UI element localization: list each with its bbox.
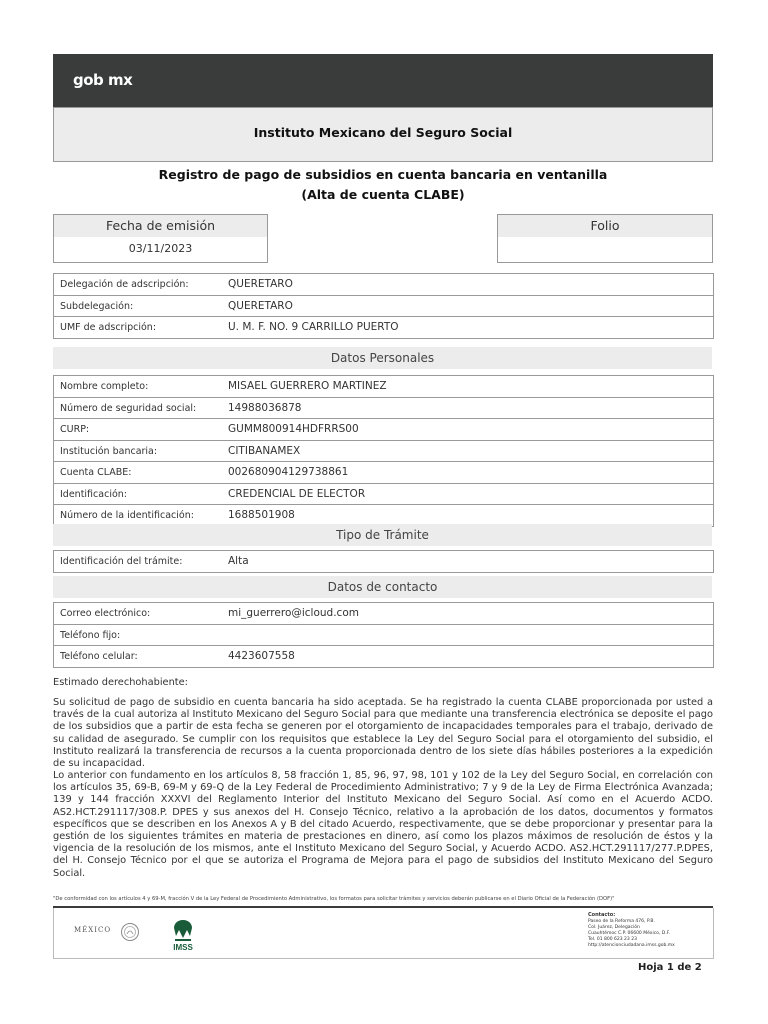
row-value: CREDENCIAL DE ELECTOR <box>228 487 366 500</box>
table-row <box>54 398 713 420</box>
footer-box <box>53 908 714 959</box>
document-title <box>53 165 713 205</box>
contact-line: Paseo de la Reforma 476, P.B. <box>588 919 655 924</box>
table-row <box>54 484 713 506</box>
procedure-type-table <box>53 550 714 573</box>
national-seal-icon <box>120 922 140 946</box>
greeting: Estimado derechohabiente: <box>53 677 188 688</box>
row-label: Teléfono celular: <box>60 651 138 662</box>
row-value: Alta <box>228 555 249 567</box>
row-value: CITIBANAMEX <box>228 444 301 457</box>
mexico-logo: MÉXICO <box>74 926 112 934</box>
table-row <box>54 603 713 625</box>
personal-data-table <box>53 375 714 527</box>
title-line-1: Registro de pago de subsidios en cuenta bancaria en ventanilla <box>158 167 608 182</box>
procedure-type-header <box>53 524 712 546</box>
contact-data-table <box>53 602 714 668</box>
table-row <box>54 551 713 572</box>
title-line-2: (Alta de cuenta CLABE) <box>301 187 465 202</box>
table-row <box>54 419 713 441</box>
row-label: Número de seguridad social: <box>60 402 197 414</box>
row-value: 002680904129738861 <box>228 466 349 478</box>
contact-line: Tel. 01 800 623 23 23 <box>588 937 637 942</box>
row-value: U. M. F. NO. 9 CARRILLO PUERTO <box>228 321 399 333</box>
table-row <box>54 441 713 463</box>
table-row <box>54 317 713 338</box>
row-value: GUMM800914HDFRRS00 <box>228 423 359 435</box>
row-value: mi_guerrero@icloud.com <box>228 607 359 619</box>
row-label: Teléfono fijo: <box>60 629 121 641</box>
table-row <box>54 505 713 526</box>
personal-data-title: Datos Personales <box>330 351 435 365</box>
table-row <box>54 274 713 296</box>
footer-note: "De conformidad con los artículos 4 y 69-M, fracción V de la Ley Federal de Procedimiento Administrativo, los formatos para solicitar trámites y servicios deberán publicarse en el Diario Oficial de la Federación (DOF)" <box>53 896 615 902</box>
row-label: Institución bancaria: <box>60 445 158 457</box>
contact-line: Col. Juárez, Delegación <box>588 925 640 930</box>
contact-info <box>588 912 675 949</box>
gob-header-bar <box>53 54 713 107</box>
emission-date-header <box>53 214 268 238</box>
folio-header <box>497 214 713 238</box>
imss-logo <box>169 918 197 956</box>
adscription-table <box>53 273 714 339</box>
emission-date-value: 03/11/2023 <box>128 242 193 255</box>
emission-date-label: Fecha de emisión <box>105 218 216 233</box>
institution-header <box>53 107 713 162</box>
row-label: Identificación del trámite: <box>60 556 183 567</box>
row-value: 14988036878 <box>228 401 302 414</box>
table-row <box>54 296 713 318</box>
row-label: Número de la identificación: <box>60 510 194 521</box>
paragraph-acceptance: Su solicitud de pago de subsidio en cuenta bancaria ha sido aceptada. Se ha registrado la cuenta CLABE proporcionada por usted a través de la cual autoriza al Instituto Mexicano del Seguro Social para que mediante una transferencia electrónica se deposite el pago de los subsidios que a partir de esta fecha se generen por el otorgamiento de incapacidades temporales para el trabajo, derivado de su calidad de asegurado. Se cumplir con los requisitos que establece la Ley del Seguro Social para el otorgamiento del subsidio, el Instituto realizará la transferencia de recursos a la cuenta proporcionada dentro de los siete días hábiles posteriores a la expedición de su incapacidad. <box>53 697 713 770</box>
row-label: Identificación: <box>60 488 127 500</box>
contact-line: Cuauhtémoc C.P. 06600 México, D.F. <box>588 931 670 936</box>
table-row <box>54 376 713 398</box>
folio-cell <box>497 237 713 263</box>
emission-date-cell <box>53 237 268 263</box>
row-value: 1688501908 <box>228 509 295 521</box>
procedure-type-title: Tipo de Trámite <box>336 528 429 542</box>
personal-data-header <box>53 347 712 369</box>
row-label: Correo electrónico: <box>60 608 151 619</box>
table-row <box>54 462 713 484</box>
row-label: Delegación de adscripción: <box>60 279 189 290</box>
paragraph-legal-basis: Lo anterior con fundamento en los artículos 8, 58 fracción 1, 85, 96, 97, 98, 101 y 102 de la Ley del Seguro Social, en correlación con los artículos 35, 69-B, 69-M y 69-Q de la Ley Federal de Procedimiento Administrativo; 7 y 9 de la Ley de Firma Electrónica Avanzada; 139 y 144 fracción XXXVI del Reglamento Interior del Instituto Mexicano del Seguro Social. Así como en el Acuerdo ACDO. AS2.HCT.291117/308.P. DPES y sus anexos del H. Consejo Técnico, relativo a la aprobación de los datos, documentos y formatos específicos que se describen en los Anexos A y B del citado Acuerdo, respectivamente, que se debe proporcionar y presentar para la gestión de los siguientes trámites en materia de prestaciones en dinero, así como los plazos máximos de resolución de éstos y la vigencia de la resolución de los mismos, ante el Instituto Mexicano del Seguro Social, y Acuerdo ACDO. AS2.HCT.291117/277.P.DPES, del H. Consejo Técnico por el que se autoriza el Programa de Mejora para el pago de subsidios del Instituto Mexicano del Seguro Social. <box>53 770 713 879</box>
row-label: Cuenta CLABE: <box>60 467 132 478</box>
row-label: Nombre completo: <box>60 381 149 392</box>
gobmx-logo[interactable]: gob mx <box>73 71 133 89</box>
row-value: MISAEL GUERRERO MARTINEZ <box>228 380 387 392</box>
imss-logo-text: IMSS <box>173 943 193 952</box>
page-number: Hoja 1 de 2 <box>638 962 702 973</box>
contact-data-header <box>53 576 712 598</box>
contact-title: Contacto: <box>588 912 616 918</box>
row-value: QUERETARO <box>228 299 293 312</box>
table-row <box>54 646 713 667</box>
row-label: Subdelegación: <box>60 300 134 312</box>
row-label: UMF de adscripción: <box>60 322 157 333</box>
folio-label: Folio <box>590 218 620 233</box>
contact-url-link[interactable]: http://atencionciudadana.imss.gob.mx <box>588 943 675 948</box>
institution-name: Instituto Mexicano del Seguro Social <box>253 125 513 140</box>
row-label: CURP: <box>60 424 90 435</box>
row-value: QUERETARO <box>228 278 293 290</box>
contact-data-title: Datos de contacto <box>327 580 438 594</box>
table-row <box>54 625 713 647</box>
row-value: 4423607558 <box>228 650 295 662</box>
